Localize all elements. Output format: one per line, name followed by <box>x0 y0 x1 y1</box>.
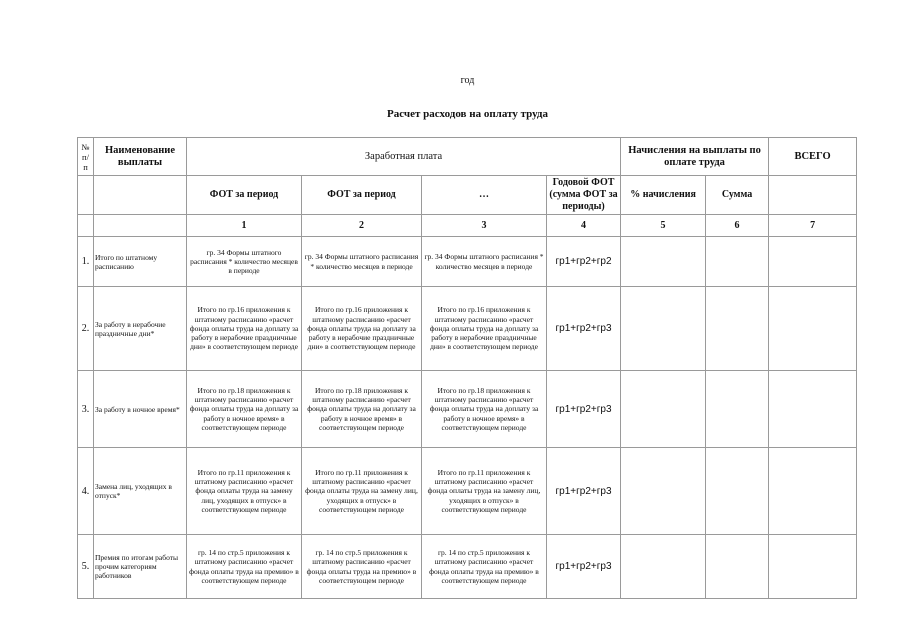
row-cell-5 <box>621 535 706 599</box>
row-cell-6 <box>706 535 769 599</box>
table-row <box>78 371 857 448</box>
row-cell-2: гр. 34 Формы штатного расписания * количество месяцев в периоде <box>302 237 422 287</box>
row-cell-3: Итого по гр.18 приложения к штатному расписанию «расчет фонда оплаты труда на доплату за работу в ночное время» в соответствующем периоде <box>422 371 547 448</box>
row-cell-5 <box>621 287 706 371</box>
row-number: 1. <box>78 237 94 287</box>
col-num-3: 3 <box>422 215 547 237</box>
row-cell-5 <box>621 448 706 535</box>
row-cell-6 <box>706 287 769 371</box>
row-number: 2. <box>78 287 94 371</box>
row-cell-1: Итого по гр.11 приложения к штатному расписанию «расчет фонда оплаты труда на замену лиц, уходящих в отпуск» в соответствующем периоде <box>187 448 302 535</box>
salary-group-header: Заработная плата <box>187 138 621 176</box>
row-cell-4: гр1+гр2+гр3 <box>547 371 621 448</box>
row-cell-7 <box>769 237 857 287</box>
empty-header-cell <box>78 215 94 237</box>
fot-period-2-header: ФОТ за период <box>302 176 422 215</box>
row-cell-2: Итого по гр.16 приложения к штатному расписанию «расчет фонда оплаты труда на доплату за работу в нерабочие праздничные дни» в соответствующем периоде <box>302 287 422 371</box>
percent-header: % начисления <box>621 176 706 215</box>
col-name-header: Наименование выплаты <box>94 138 187 176</box>
col-num-7: 7 <box>769 215 857 237</box>
payroll-table <box>77 137 857 599</box>
row-cell-4: гр1+гр2+гр3 <box>547 287 621 371</box>
empty-header-cell <box>769 176 857 215</box>
year-label: год <box>460 75 475 86</box>
accruals-group-header: Начисления на выплаты по оплате труда <box>621 138 769 176</box>
sum-header: Сумма <box>706 176 769 215</box>
table-row <box>78 287 857 371</box>
row-name: За работу в ночное время* <box>94 371 187 448</box>
row-cell-7 <box>769 448 857 535</box>
table-row <box>78 448 857 535</box>
empty-header-cell <box>78 176 94 215</box>
header-row-1 <box>78 138 857 176</box>
col-num-6: 6 <box>706 215 769 237</box>
row-number: 5. <box>78 535 94 599</box>
col-number-header: № п/п <box>78 138 94 176</box>
row-cell-3: Итого по гр.11 приложения к штатному расписанию «расчет фонда оплаты труда на замену лиц, уходящих в отпуск» в соответствующем периоде <box>422 448 547 535</box>
row-name: Итого по штатному расписанию <box>94 237 187 287</box>
row-cell-4: гр1+гр2+гр3 <box>547 448 621 535</box>
col-num-1: 1 <box>187 215 302 237</box>
row-cell-2: Итого по гр.11 приложения к штатному расписанию «расчет фонда оплаты труда на замену лиц, уходящих в отпуск» в соответствующем периоде <box>302 448 422 535</box>
row-name: Премия по итогам работы прочим категориям работников <box>94 535 187 599</box>
empty-header-cell <box>94 176 187 215</box>
table-row <box>78 237 857 287</box>
row-cell-3: гр. 34 Формы штатного расписания * количество месяцев в периоде <box>422 237 547 287</box>
row-name: За работу в нерабочие праздничные дни* <box>94 287 187 371</box>
col-num-4: 4 <box>547 215 621 237</box>
row-cell-7 <box>769 287 857 371</box>
row-cell-5 <box>621 371 706 448</box>
row-cell-1: Итого по гр.18 приложения к штатному расписанию «расчет фонда оплаты труда на доплату за работу в ночное время» в соответствующем периоде <box>187 371 302 448</box>
row-cell-6 <box>706 371 769 448</box>
empty-header-cell <box>94 215 187 237</box>
ellipsis-header: … <box>422 176 547 215</box>
row-cell-7 <box>769 535 857 599</box>
row-cell-4: гр1+гр2+гр2 <box>547 237 621 287</box>
row-cell-3: Итого по гр.16 приложения к штатному расписанию «расчет фонда оплаты труда на доплату за работу в нерабочие праздничные дни» в соответствующем периоде <box>422 287 547 371</box>
column-number-row <box>78 215 857 237</box>
row-cell-1: Итого по гр.16 приложения к штатному расписанию «расчет фонда оплаты труда на доплату за работу в нерабочие праздничные дни» в соответствующем периоде <box>187 287 302 371</box>
row-cell-6 <box>706 237 769 287</box>
row-number: 4. <box>78 448 94 535</box>
row-cell-2: гр. 14 по стр.5 приложения к штатному расписанию «расчет фонда оплаты труда на премию» в соответствующем периоде <box>302 535 422 599</box>
col-num-2: 2 <box>302 215 422 237</box>
header-row-2 <box>78 176 857 215</box>
row-cell-1: гр. 34 Формы штатного расписания * количество месяцев в периоде <box>187 237 302 287</box>
row-cell-1: гр. 14 по стр.5 приложения к штатному расписанию «расчет фонда оплаты труда на премию» в соответствующем периоде <box>187 535 302 599</box>
fot-period-1-header: ФОТ за период <box>187 176 302 215</box>
row-cell-3: гр. 14 по стр.5 приложения к штатному расписанию «расчет фонда оплаты труда на премию» в соответствующем периоде <box>422 535 547 599</box>
row-cell-4: гр1+гр2+гр3 <box>547 535 621 599</box>
row-cell-5 <box>621 237 706 287</box>
col-num-5: 5 <box>621 215 706 237</box>
total-header: ВСЕГО <box>769 138 857 176</box>
row-cell-6 <box>706 448 769 535</box>
row-cell-2: Итого по гр.18 приложения к штатному расписанию «расчет фонда оплаты труда на доплату за работу в ночное время» в соответствующем периоде <box>302 371 422 448</box>
page-title: Расчет расходов на оплату труда <box>387 108 548 120</box>
row-name: Замена лиц, уходящих в отпуск* <box>94 448 187 535</box>
row-number: 3. <box>78 371 94 448</box>
annual-fot-header: Годовой ФОТ (сумма ФОТ за периоды) <box>547 176 621 215</box>
row-cell-7 <box>769 371 857 448</box>
table-row <box>78 535 857 599</box>
